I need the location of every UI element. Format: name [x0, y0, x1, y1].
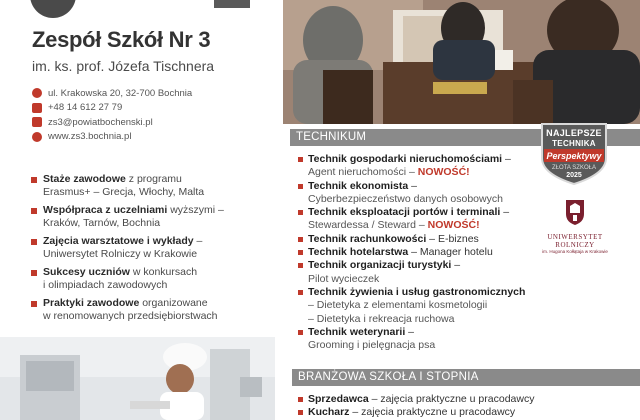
feature-item: Współpraca z uczelniami wyższymi – Kraków, Tarnów, Bochnia	[31, 204, 276, 230]
badge-line5: 2025	[566, 172, 582, 179]
features-list	[31, 173, 276, 328]
school-patron: im. ks. prof. Józefa Tischnera	[32, 58, 215, 74]
technikum-item: Technik ekonomista –	[298, 180, 553, 193]
technikum-item: Technik organizacji turystyki –	[298, 259, 553, 272]
branzowa-item: Kucharz – zajęcia praktyczne u pracodawcy	[298, 406, 628, 419]
badge-line3: Perspektywy	[546, 151, 602, 161]
email-icon	[32, 117, 42, 127]
bullet-icon	[298, 397, 303, 402]
contact-phone: +48 14 612 27 79	[32, 101, 192, 115]
contact-list	[32, 86, 192, 144]
technikum-specialization: Grooming i pielęgnacja psa	[308, 339, 436, 352]
contact-email[interactable]: zs3@powiatbochenski.pl	[32, 115, 192, 129]
technikum-item: Technik gospodarki nieruchomościami –	[298, 153, 553, 166]
technikum-header: TECHNIKUM	[290, 129, 640, 146]
bullet-icon	[298, 250, 303, 255]
technikum-list	[298, 153, 553, 352]
technikum-item: Technik żywienia i usług gastronomicznych	[298, 286, 553, 299]
bullet-icon	[31, 301, 37, 307]
bullet-icon	[31, 239, 37, 245]
bullet-icon	[298, 184, 303, 189]
logo-mark	[214, 0, 250, 8]
technikum-specialization: – Dietetyka z elementami kosmetologii	[308, 299, 488, 312]
technikum-item: Technik hotelarstwa – Manager hotelu	[298, 246, 553, 259]
kitchen-photo	[0, 337, 275, 420]
bullet-icon	[31, 177, 37, 183]
location-pin-icon	[32, 88, 42, 98]
ranking-badge	[538, 122, 610, 186]
bullet-icon	[31, 270, 37, 276]
bullet-icon	[298, 210, 303, 215]
technikum-specialization: Agent nieruchomości – NOWOŚĆ!	[308, 166, 470, 179]
new-badge: NOWOŚĆ!	[427, 219, 480, 232]
contact-address: ul. Krakowska 20, 32-700 Bochnia	[32, 86, 192, 100]
university-name: UNIWERSYTET ROLNICZY	[547, 233, 603, 249]
branzowa-item: Sprzedawca – zajęcia praktyczne u pracodawcy	[298, 393, 628, 406]
badge-line2: TECHNIKA	[552, 139, 596, 148]
bullet-icon	[298, 410, 303, 415]
students-photo-art	[283, 0, 640, 124]
school-logo	[30, 0, 76, 18]
badge-line4: ZŁOTA SZKOŁA	[552, 165, 596, 171]
technikum-item: Technik eksploatacji portów i terminali –	[298, 206, 553, 219]
students-photo	[283, 0, 640, 124]
bullet-icon	[31, 208, 37, 214]
feature-item: Zajęcia warsztatowe i wykłady – Uniwersytet Rolniczy w Krakowie	[31, 235, 276, 261]
phone-icon	[32, 103, 42, 113]
bullet-icon	[298, 263, 303, 268]
technikum-specialization: Cyberbezpieczeństwo danych osobowych	[308, 192, 503, 205]
branzowa-list	[298, 393, 628, 420]
new-badge: NOWOŚĆ!	[417, 166, 470, 179]
technikum-specialization: Pilot wycieczek	[308, 272, 380, 285]
branzowa-header: BRANŻOWA SZKOŁA I STOPNIA	[292, 369, 640, 386]
bullet-icon	[298, 157, 303, 162]
globe-icon	[32, 132, 42, 142]
technikum-item: Technik weterynarii –	[298, 326, 553, 339]
technikum-specialization: – Dietetyka i rekreacja ruchowa	[308, 312, 455, 325]
feature-item: Staże zawodowe z programu Erasmus+ – Grecja, Włochy, Malta	[31, 173, 276, 199]
university-subtitle: im. Hugona Kołłątaja w Krakowie	[542, 249, 608, 254]
feature-item: Sukcesy uczniów w konkursach i olimpiadach zawodowych	[31, 266, 276, 292]
contact-website[interactable]: www.zs3.bochnia.pl	[32, 130, 192, 144]
bullet-icon	[298, 290, 303, 295]
badge-line1: NAJLEPSZE	[546, 128, 602, 138]
technikum-item: Technik rachunkowości – E-biznes	[298, 233, 553, 246]
university-logo	[527, 198, 623, 254]
feature-item: Praktyki zawodowe organizowane w renomowanych przedsiębiorstwach	[31, 297, 276, 323]
bullet-icon	[298, 330, 303, 335]
school-name: Zespół Szkół Nr 3	[32, 27, 211, 52]
university-crest-icon	[564, 198, 586, 226]
technikum-specialization: Stewardessa / Steward – NOWOŚĆ!	[308, 219, 480, 232]
bullet-icon	[298, 237, 303, 242]
kitchen-photo-art	[0, 337, 275, 420]
